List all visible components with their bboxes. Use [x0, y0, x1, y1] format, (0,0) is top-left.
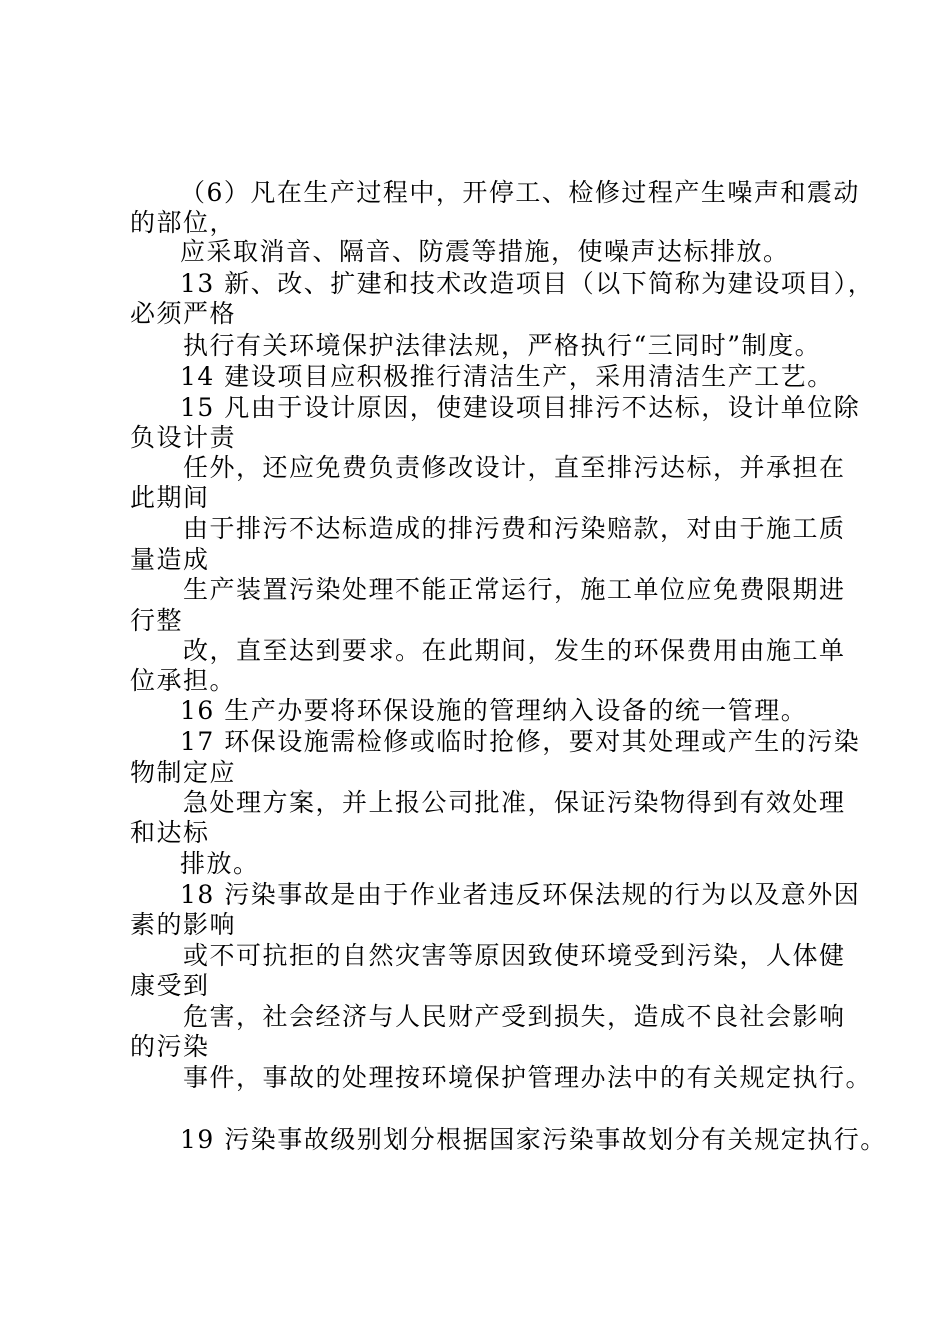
text-line: 16 生产办要将环保设施的管理纳入设备的统一管理。 — [180, 696, 808, 725]
text-line: 和达标 — [130, 818, 210, 847]
text-line: 改，直至达到要求。在此期间，发生的环保费用由施工单 — [183, 636, 846, 665]
text-line: 13 新、改、扩建和技术改造项目（以下简称为建设项目）， — [180, 269, 875, 298]
text-line: 任外，还应免费负责修改设计，直至排污达标，并承担在 — [183, 453, 846, 482]
text-line: 排放。 — [180, 849, 260, 878]
text-line: 行整 — [130, 606, 184, 635]
text-line: 18 污染事故是由于作业者违反环保法规的行为以及意外因 — [180, 880, 861, 909]
text-line: 生产装置污染处理不能正常运行，施工单位应免费限期进 — [183, 575, 846, 604]
text-line: 素的影响 — [130, 910, 237, 939]
text-line: 位承担。 — [130, 666, 237, 695]
text-line: 19 污染事故级别划分根据国家污染事故划分有关规定执行。 — [180, 1125, 887, 1154]
text-line: 15 凡由于设计原因，使建设项目排污不达标，设计单位除 — [180, 393, 861, 422]
text-line: 量造成 — [130, 545, 210, 574]
text-line: 的污染 — [130, 1032, 210, 1061]
text-line: 此期间 — [130, 483, 210, 512]
text-line: 应采取消音、隔音、防震等措施，使噪声达标排放。 — [180, 237, 790, 266]
text-line: 14 建设项目应积极推行清洁生产，采用清洁生产工艺。 — [180, 362, 834, 391]
text-line: 或不可抗拒的自然灾害等原因致使环境受到污染，人体健 — [183, 941, 846, 970]
text-line: 由于排污不达标造成的排污费和污染赔款，对由于施工质 — [183, 514, 846, 543]
text-line: 物制定应 — [130, 758, 237, 787]
text-line: （6）凡在生产过程中，开停工、检修过程产生噪声和震动 — [180, 178, 860, 207]
text-line: 危害，社会经济与人民财产受到损失，造成不良社会影响 — [183, 1002, 846, 1031]
text-line: 急处理方案，并上报公司批准，保证污染物得到有效处理 — [183, 788, 846, 817]
text-line: 负设计责 — [130, 423, 237, 452]
text-line: 的部位， — [130, 208, 237, 237]
text-line: 事件，事故的处理按环境保护管理办法中的有关规定执行。 — [183, 1063, 873, 1092]
text-line: 17 环保设施需检修或临时抢修，要对其处理或产生的污染 — [180, 727, 861, 756]
text-line: 必须严格 — [130, 299, 237, 328]
text-line: 执行有关环境保护法律法规，严格执行“三同时”制度。 — [183, 331, 822, 360]
text-line: 康受到 — [130, 971, 210, 1000]
